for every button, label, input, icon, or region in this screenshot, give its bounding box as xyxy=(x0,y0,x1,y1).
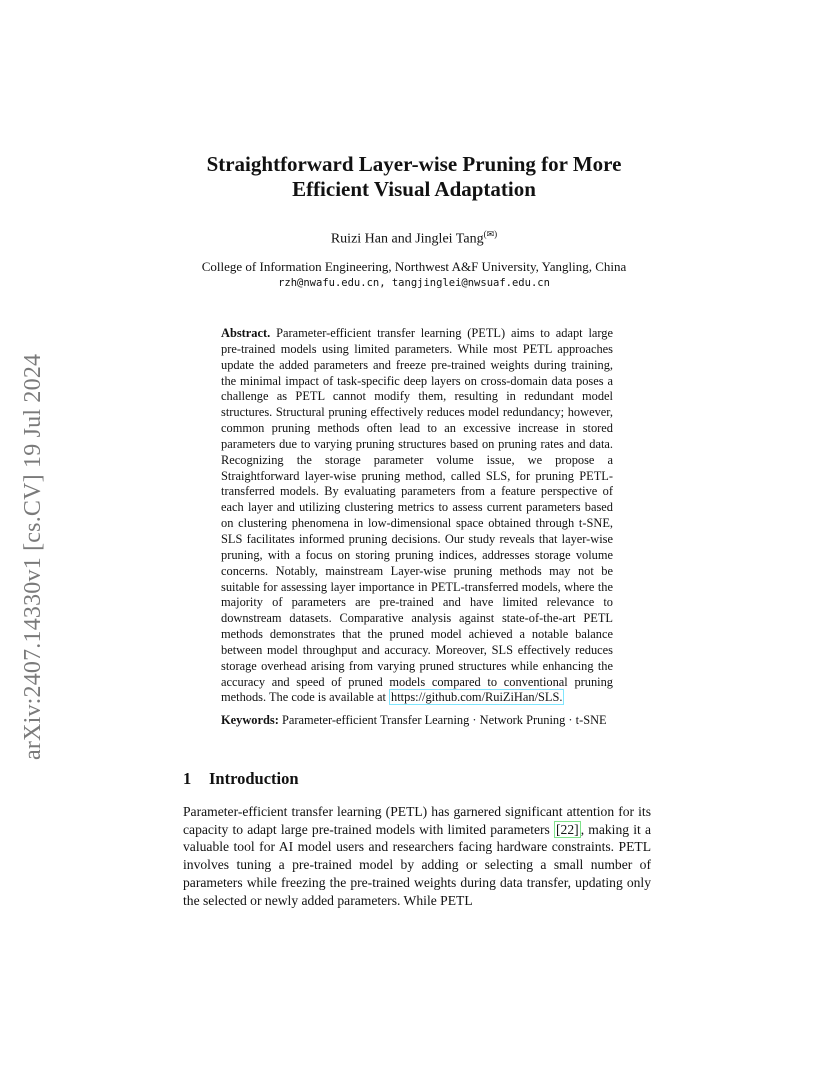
keywords-text: Parameter-efficient Transfer Learning · Network Pruning · t-SNE xyxy=(281,713,607,727)
title-line-2: Efficient Visual Adaptation xyxy=(292,177,536,201)
abstract-text: Parameter-efficient transfer learning (PETL) aims to adapt large pre-trained models using limited parameters. While most PETL approaches update the added parameters and freeze pre-trained weights during training, the minimal impact of task-specific deep layers on cross-domain data poses a challenge as PETL cannot modify them, resulting in redundant model structures. Structural pruning effectively reduces model redundancy; however, common pruning methods often lead to an excessive increase in stored parameters due to varying pruning structures based on pruning rates and data. Recognizing the storage parameter volume issue, we propose a Straightforward layer-wise pruning method, called SLS, for pruning PETL-transferred models. By evaluating parameters from a feature perspective of each layer and utilizing clustering metrics to assess current parameters based on clustering phenomena in low-dimensional space obtained through t-SNE, SLS facilitates informed pruning decisions. Our study reveals that layer-wise pruning, with a focus on storing pruning indices, addresses storage volume concerns. Notably, mainstream Layer-wise pruning methods may not be suitable for assessing layer importance in PETL-transferred models, where the majority of parameters are pre-trained and have limited relevance to downstream datasets. Comparative analysis against state-of-the-art PETL methods demonstrates that the pruned model achieved a notable balance between model throughput and accuracy. Moreover, SLS effectively reduces storage overhead arising from varying pruned structures while enhancing the accuracy and speed of pruned models compared to conventional pruning methods. The code is available at xyxy=(221,326,613,705)
section-heading xyxy=(183,769,299,789)
affiliation: College of Information Engineering, Northwest A&F University, Yangling, China xyxy=(201,259,627,274)
corresponding-author-mark: (✉) xyxy=(483,229,498,239)
author-names: Ruizi Han and Jinglei Tang xyxy=(330,231,484,247)
arxiv-identifier: arXiv:2407.14330v1 [cs.CV] 19 Jul 2024 xyxy=(20,353,46,760)
section-number: 1 xyxy=(183,769,192,788)
intro-text-2: , making it a valuable tool for AI model users and researchers facing hardware constraints. PETL involves tuning a pre-trained model by adding or selecting a small number of parameters while freezing the pre-trained weights during data transfer, updating only the selected or newly added parameters. While PETL xyxy=(183,821,651,908)
intro-text-1: Parameter-efficient transfer learning (PETL) has garnered significant attention for its capacity to adapt large pre-trained models with limited parameters xyxy=(183,804,651,837)
author-list xyxy=(120,229,708,248)
keywords-label: Keywords: xyxy=(221,713,279,727)
paper-title xyxy=(120,152,708,202)
section-title: Introduction xyxy=(209,769,299,788)
citation-link[interactable]: [22] xyxy=(556,821,579,837)
title-line-1: Straightforward Layer-wise Pruning for More xyxy=(206,152,622,176)
intro-paragraph xyxy=(183,803,651,909)
keywords xyxy=(221,713,613,729)
code-link[interactable]: https://github.com/RuiZiHan/SLS. xyxy=(391,690,563,705)
author-emails[interactable]: rzh@nwafu.edu.cn, tangjinglei@nwsuaf.edu.cn xyxy=(278,277,550,289)
abstract xyxy=(221,326,613,706)
abstract-label: Abstract. xyxy=(221,326,271,340)
